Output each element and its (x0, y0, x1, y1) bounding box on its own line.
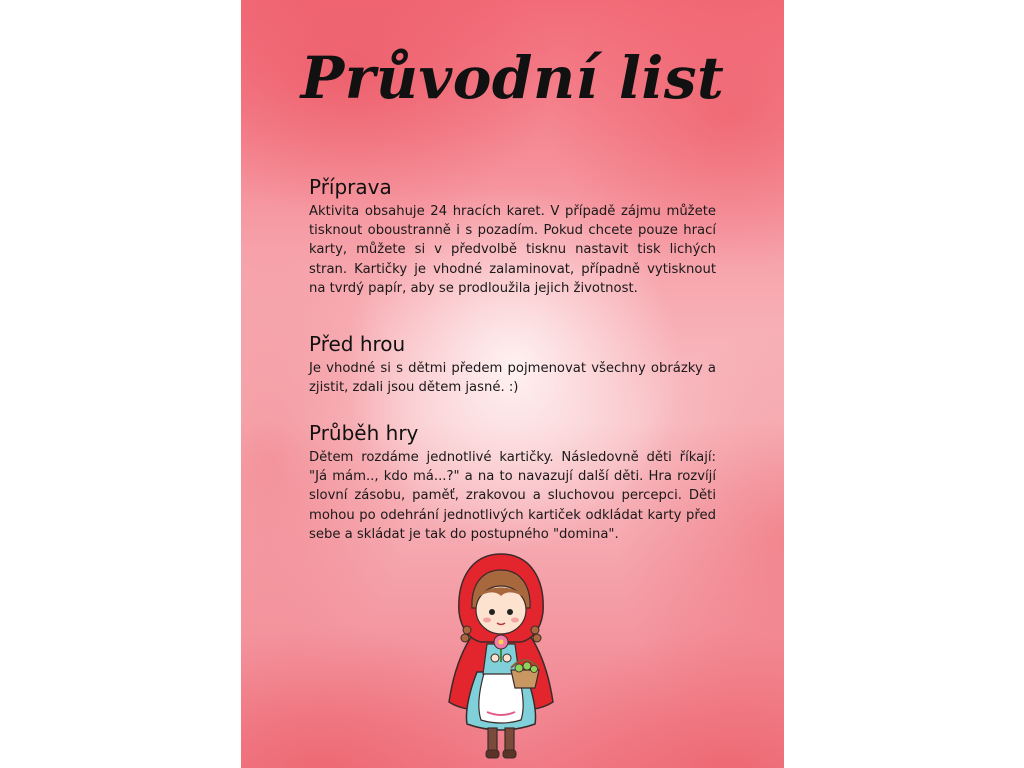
section-heading: Příprava (309, 175, 392, 199)
section-text: Dětem rozdáme jednotlivé kartičky. Následovně děti říkají: "Já mám.., kdo má...?" a na to navazují další děti. Hra rozvíjí slovní zásobu, paměť, zrakovou a sluchovou percepci. Děti mohou po odehrání jednotlivých kartiček odkládat karty před sebe a skládat je tak do postupného "domina". (309, 450, 716, 542)
section-heading: Před hrou (309, 332, 406, 356)
section-pred-hrou (309, 331, 716, 397)
section-text: Aktivita obsahuje 24 hracích karet. V případě zájmu můžete tisknout oboustranně i s pozadím. Pokud chcete pouze hrací karty, můžete si v předvolbě tisknu nastavit tisk lichých stran. Kartičky je vhodné zalaminovat, případně vytisknout na tvrdý papír, aby se prodloužila jejich životnost. (309, 204, 716, 296)
red-riding-hood-illustration (441, 552, 561, 762)
section-text: Je vhodné si s dětmi předem pojmenovat všechny obrázky a zjistit, zdali jsou dětem jasné. :) (309, 361, 716, 396)
section-heading: Průběh hry (309, 421, 419, 445)
section-prubeh-hry (309, 420, 716, 544)
section-priprava (309, 174, 716, 298)
page-title: Průvodní list (300, 44, 725, 112)
document-sheet (241, 0, 784, 768)
